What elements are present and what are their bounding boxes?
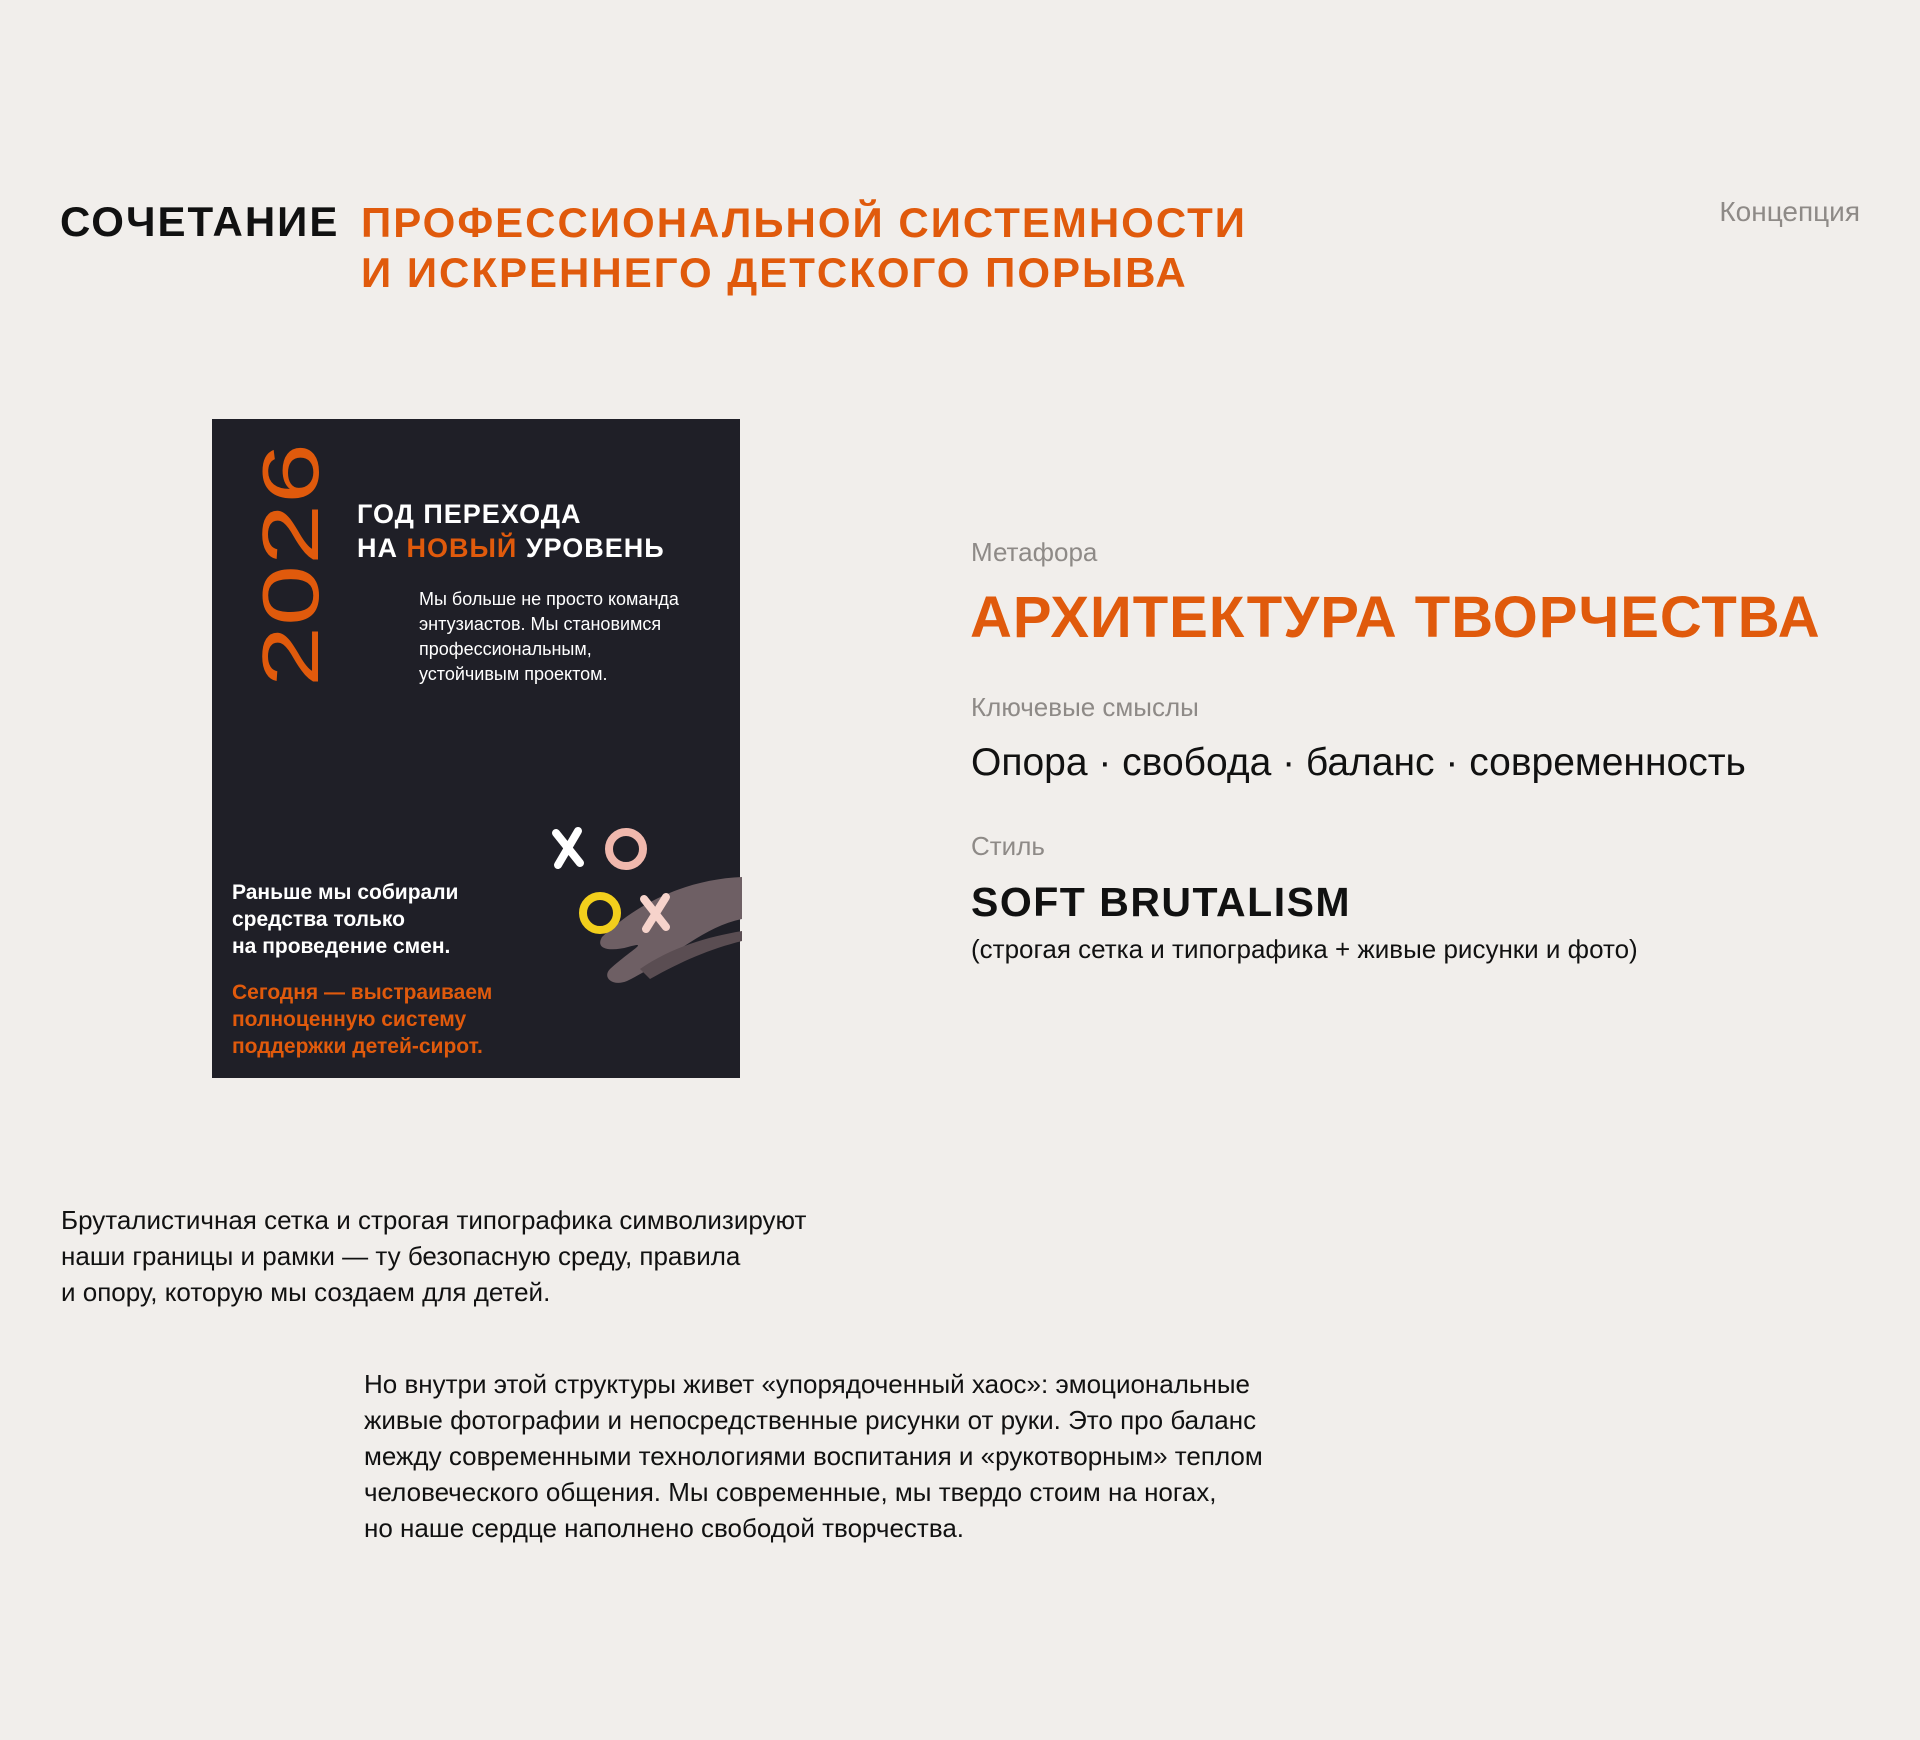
poster-intro-line-4: устойчивым проектом.: [419, 664, 608, 684]
style-note: (строгая сетка и типографика + живые рисунки и фото): [971, 934, 1638, 964]
heading-lead: СОЧЕТАНИЕ: [60, 198, 340, 245]
tic-tac-toe-doodle: [532, 819, 742, 989]
o-mark-yellow: [583, 896, 617, 930]
section-label: Концепция: [1719, 196, 1860, 227]
style-label: Стиль: [971, 831, 1045, 861]
style-name: SOFT BRUTALISM: [971, 879, 1352, 925]
poster-title-line-2: [357, 531, 665, 565]
poster-today-line-2: полноценную систему: [232, 1008, 467, 1031]
heading-accent-line-2: И ИСКРЕННЕГО ДЕТСКОГО ПОРЫВА: [361, 249, 1188, 296]
paragraph-line: между современными технологиями воспитания и «рукотворным» теплом: [364, 1441, 1263, 1471]
poster-today-line-1: Сегодня — выстраиваем: [232, 981, 493, 1004]
metaphor-title: АРХИТЕКТУРА ТВОРЧЕСТВА: [970, 585, 1821, 650]
paragraph-line: Но внутри этой структуры живет «упорядоченный хаос»: эмоциональные: [364, 1369, 1250, 1399]
poster-before-line-2: средства только: [232, 908, 405, 931]
poster-today: [232, 979, 532, 1060]
poster-before-line-1: Раньше мы собирали: [232, 881, 459, 904]
poster-intro-line-3: профессиональным,: [419, 639, 592, 659]
year-text: 2026: [246, 509, 335, 687]
poster-title-line-1: ГОД ПЕРЕХОДА: [357, 499, 582, 529]
poster-card: [212, 419, 740, 1078]
poster-today-line-3: поддержки детей-сирот.: [232, 1035, 483, 1058]
key-meanings-label: Ключевые смыслы: [971, 692, 1199, 722]
x-mark-white: [556, 831, 580, 865]
poster-before-line-3: на проведение смен.: [232, 935, 451, 958]
paragraph-ordered-chaos: [364, 1366, 1263, 1546]
paragraph-line: наши границы и рамки — ту безопасную среду, правила: [61, 1241, 741, 1271]
poster-title: [357, 497, 665, 565]
paragraph-line: но наше сердце наполнено свободой творчества.: [364, 1513, 965, 1543]
poster-title-suffix: УРОВЕНЬ: [517, 533, 665, 563]
heading-accent: [361, 198, 1247, 298]
poster-intro-line-1: Мы больше не просто команда: [419, 589, 679, 609]
paragraph-brutalism: [61, 1202, 806, 1310]
paragraph-line: живые фотографии и непосредственные рисунки от руки. Это про баланс: [364, 1405, 1257, 1435]
poster-intro: [419, 587, 719, 687]
paragraph-line: человеческого общения. Мы современные, мы твердо стоим на ногах,: [364, 1477, 1217, 1507]
metaphor-label: Метафора: [971, 537, 1098, 567]
paragraph-line: Бруталистичная сетка и строгая типографика символизируют: [61, 1205, 807, 1235]
poster-title-prefix: НА: [357, 533, 407, 563]
poster-title-highlight: НОВЫЙ: [406, 533, 518, 563]
poster-intro-line-2: энтузиастов. Мы становимся: [419, 614, 662, 634]
paragraph-line: и опору, которую мы создаем для детей.: [61, 1277, 551, 1307]
year-vertical: [246, 441, 335, 691]
heading-accent-line-1: ПРОФЕССИОНАЛЬНОЙ СИСТЕМНОСТИ: [361, 199, 1247, 246]
o-mark-pink: [609, 832, 643, 866]
key-meanings: Опора · свобода · баланс · современность: [971, 741, 1746, 784]
poster-before: [232, 879, 512, 960]
